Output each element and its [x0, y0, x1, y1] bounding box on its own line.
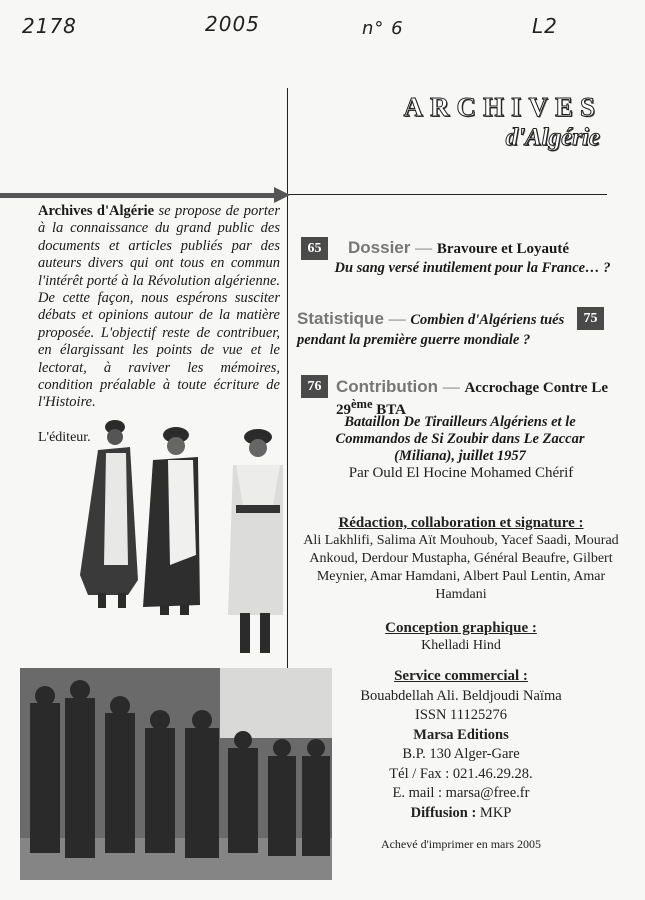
section-dash: —: [442, 377, 460, 396]
horizontal-rule: [287, 194, 607, 195]
vertical-rule: [287, 88, 288, 668]
handwritten-year: 2005: [205, 12, 260, 36]
redaction-heading: Rédaction, collaboration et signature :: [338, 515, 584, 531]
section-label: Dossier: [348, 238, 411, 257]
intro-body: se propose de porter à la connaissance du grand public des documents et articles publiés par des auteurs divers qui ont tous en commun l'intérêt porté à la Révolution algérienne. De cette façon, nous espérons susciter débats et opinions autour de la matière proposée. L'objectif reste de contribuer, en élargissant les points de vue et le lectorat, à raviver les mémoires, condition préalable à toute écriture de l'Histoire.: [38, 203, 280, 411]
section-label: Statistique: [297, 309, 384, 328]
design-heading: Conception graphique :: [385, 620, 537, 636]
diffusion-label: Diffusion :: [410, 804, 477, 821]
commercial-heading: Service commercial :: [394, 668, 528, 684]
page-number-box: 65: [301, 237, 328, 260]
masthead-subtitle: d'Algérie: [505, 124, 600, 151]
article-title-end: BTA: [372, 402, 406, 418]
credits-redaction: [300, 514, 622, 604]
phone-fax: Tél / Fax : 021.46.29.28.: [389, 765, 533, 782]
intro-text: [38, 203, 280, 412]
issn: ISSN 11125276: [415, 707, 507, 723]
article-title: Combien d'Algériens tués pendant la première guerre mondiale ?: [297, 312, 565, 348]
section-dash: —: [388, 309, 406, 328]
design-name: Khelladi Hind: [421, 638, 501, 653]
article-subtitle: Du sang versé inutilement pour la France… ?: [334, 260, 611, 276]
credits-design: [300, 619, 622, 655]
email: E. mail : marsa@free.fr: [392, 785, 530, 801]
editor-signature: L'éditeur.: [38, 430, 91, 445]
section-dash: —: [415, 238, 433, 257]
publisher-name: Marsa Editions: [413, 726, 509, 743]
soldiers-photo: [68, 415, 283, 665]
handwritten-number: 2178: [22, 14, 77, 38]
arrow-head-icon: [274, 187, 290, 203]
article-author: Par Ould El Hocine Mohamed Chérif: [348, 465, 574, 481]
masthead-title: ARCHIVES: [403, 92, 602, 122]
handwritten-code: L2: [532, 14, 558, 38]
arrow-bar: [0, 193, 276, 198]
printed-date: Achevé d'imprimer en mars 2005: [380, 837, 542, 851]
group-photo: [20, 668, 332, 880]
page-number-box: 75: [577, 307, 604, 330]
article-subtitle: Bataillon De Tirailleurs Algériens et le Commandos de Si Zoubir dans Le Zaccar (Miliana), juillet 1957: [335, 414, 585, 464]
handwritten-issue: n° 6: [362, 18, 404, 39]
diffusion: [300, 804, 622, 824]
section-label: Contribution: [336, 377, 438, 396]
article-dossier-heading: [348, 238, 569, 258]
article-statistique-heading: [297, 309, 572, 349]
soldier-figure: [80, 420, 138, 608]
credits-commercial: [300, 667, 622, 823]
article-title-sup: ème: [351, 397, 373, 411]
article-title-main: Accrochage Contre Le 29: [336, 380, 609, 418]
diffusion-value: MKP: [476, 804, 512, 821]
commercial-name: Bouabdellah Ali. Beldjoudi Naïma: [360, 687, 562, 704]
intro-lead: Archives d'Algérie: [38, 203, 155, 219]
article-title: Bravoure et Loyauté: [436, 241, 570, 257]
article-contribution-heading: [336, 377, 621, 419]
postal-box: B.P. 130 Alger-Gare: [402, 746, 520, 762]
redaction-names: Ali Lakhlifi, Salima Aït Mouhoub, Yacef Saadi, Mourad Ankoud, Derdour Mustapha, Général Beaufre, Gilbert Meynier, Amar Hamdani, Albert Paul Lentin, Amar Hamdani: [303, 533, 619, 602]
page-number-box: 76: [301, 375, 328, 398]
